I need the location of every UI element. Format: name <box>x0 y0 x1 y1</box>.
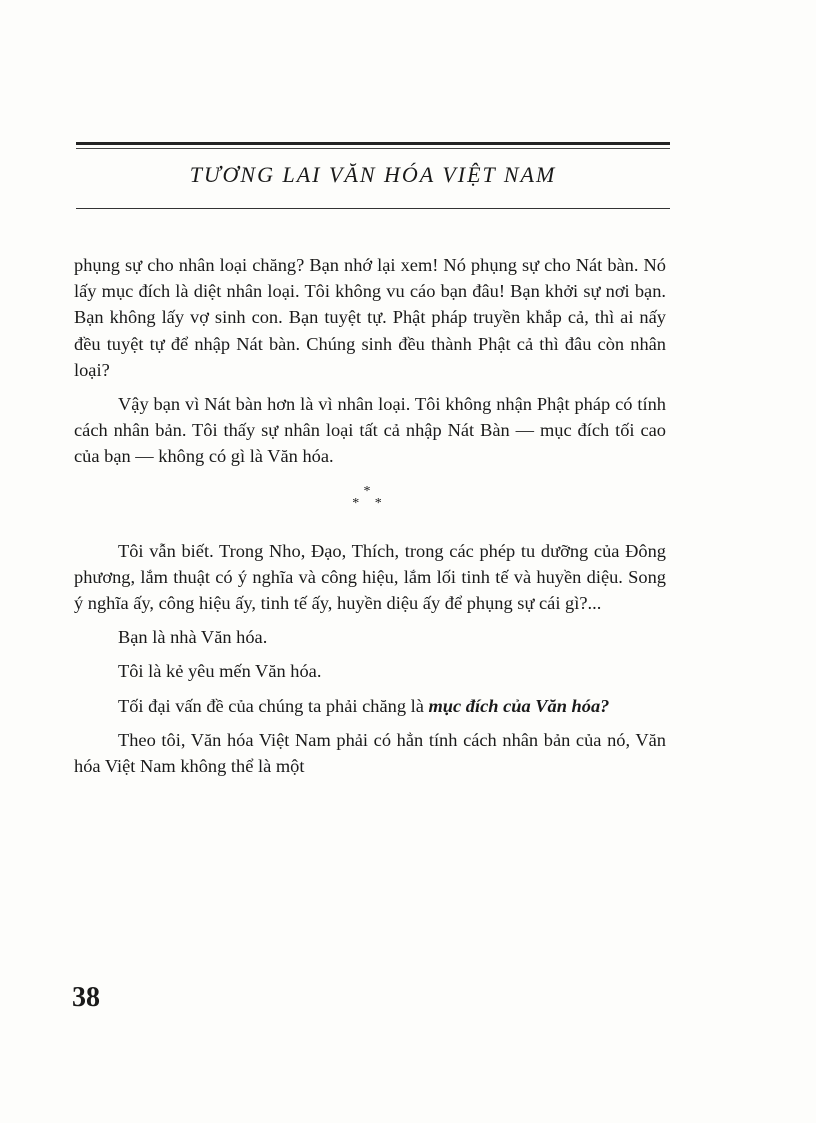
paragraph: Vậy bạn vì Nát bàn hơn là vì nhân loại. Tôi không nhận Phật pháp có tính cách nhân bản. Tôi thấy sự nhân loại tất cả nhập Nát Bàn — mục đích tối cao của bạn — không có gì là Văn hóa. <box>74 394 666 467</box>
ornament-bottom: * * <box>352 495 388 511</box>
section-ornament <box>74 483 666 511</box>
ornament-top: * <box>363 483 377 499</box>
paragraph: Bạn là nhà Văn hóa. <box>118 627 268 648</box>
header-rule-thin <box>76 148 670 149</box>
page-number: 38 <box>72 982 100 1013</box>
body-text <box>74 252 666 787</box>
paragraph-lead: Tối đại vấn đề của chúng ta phải chăng là <box>118 695 424 716</box>
paragraph: phụng sự cho nhân loại chăng? Bạn nhớ lại xem! Nó phụng sự cho Nát bàn. Nó lấy mục đích là diệt nhân loại. Tôi không vu cáo bạn đâu! Bạn khởi sự nơi bạn. Bạn không lấy vợ sinh con. Bạn tuyệt tự. Phật pháp truyền khắp cả, thì ai nấy đều tuyệt tự để nhập Nát bàn. Chúng sinh đều thành Phật cả thì đâu còn nhân loại? <box>74 255 666 380</box>
emphasized-text: mục đích của Văn hóa? <box>428 695 610 716</box>
header-rule-bottom <box>76 208 670 209</box>
header-rule-thick <box>76 142 670 145</box>
paragraph <box>74 693 666 719</box>
paragraph: Theo tôi, Văn hóa Việt Nam phải có hẳn tính cách nhân bản của nó, Văn hóa Việt Nam không thể là một <box>74 729 666 777</box>
running-title: TƯƠNG LAI VĂN HÓA VIỆT NAM <box>189 162 557 187</box>
paragraph: Tôi vẫn biết. Trong Nho, Đạo, Thích, trong các phép tu dưỡng của Đông phương, lắm thuật có ý nghĩa và công hiệu, lắm lối tinh tế và huyền diệu. Song ý nghĩa ấy, công hiệu ấy, tinh tế ấy, huyền diệu ấy để phụng sự cái gì?... <box>74 540 666 614</box>
paragraph: Tôi là kẻ yêu mến Văn hóa. <box>118 661 322 682</box>
